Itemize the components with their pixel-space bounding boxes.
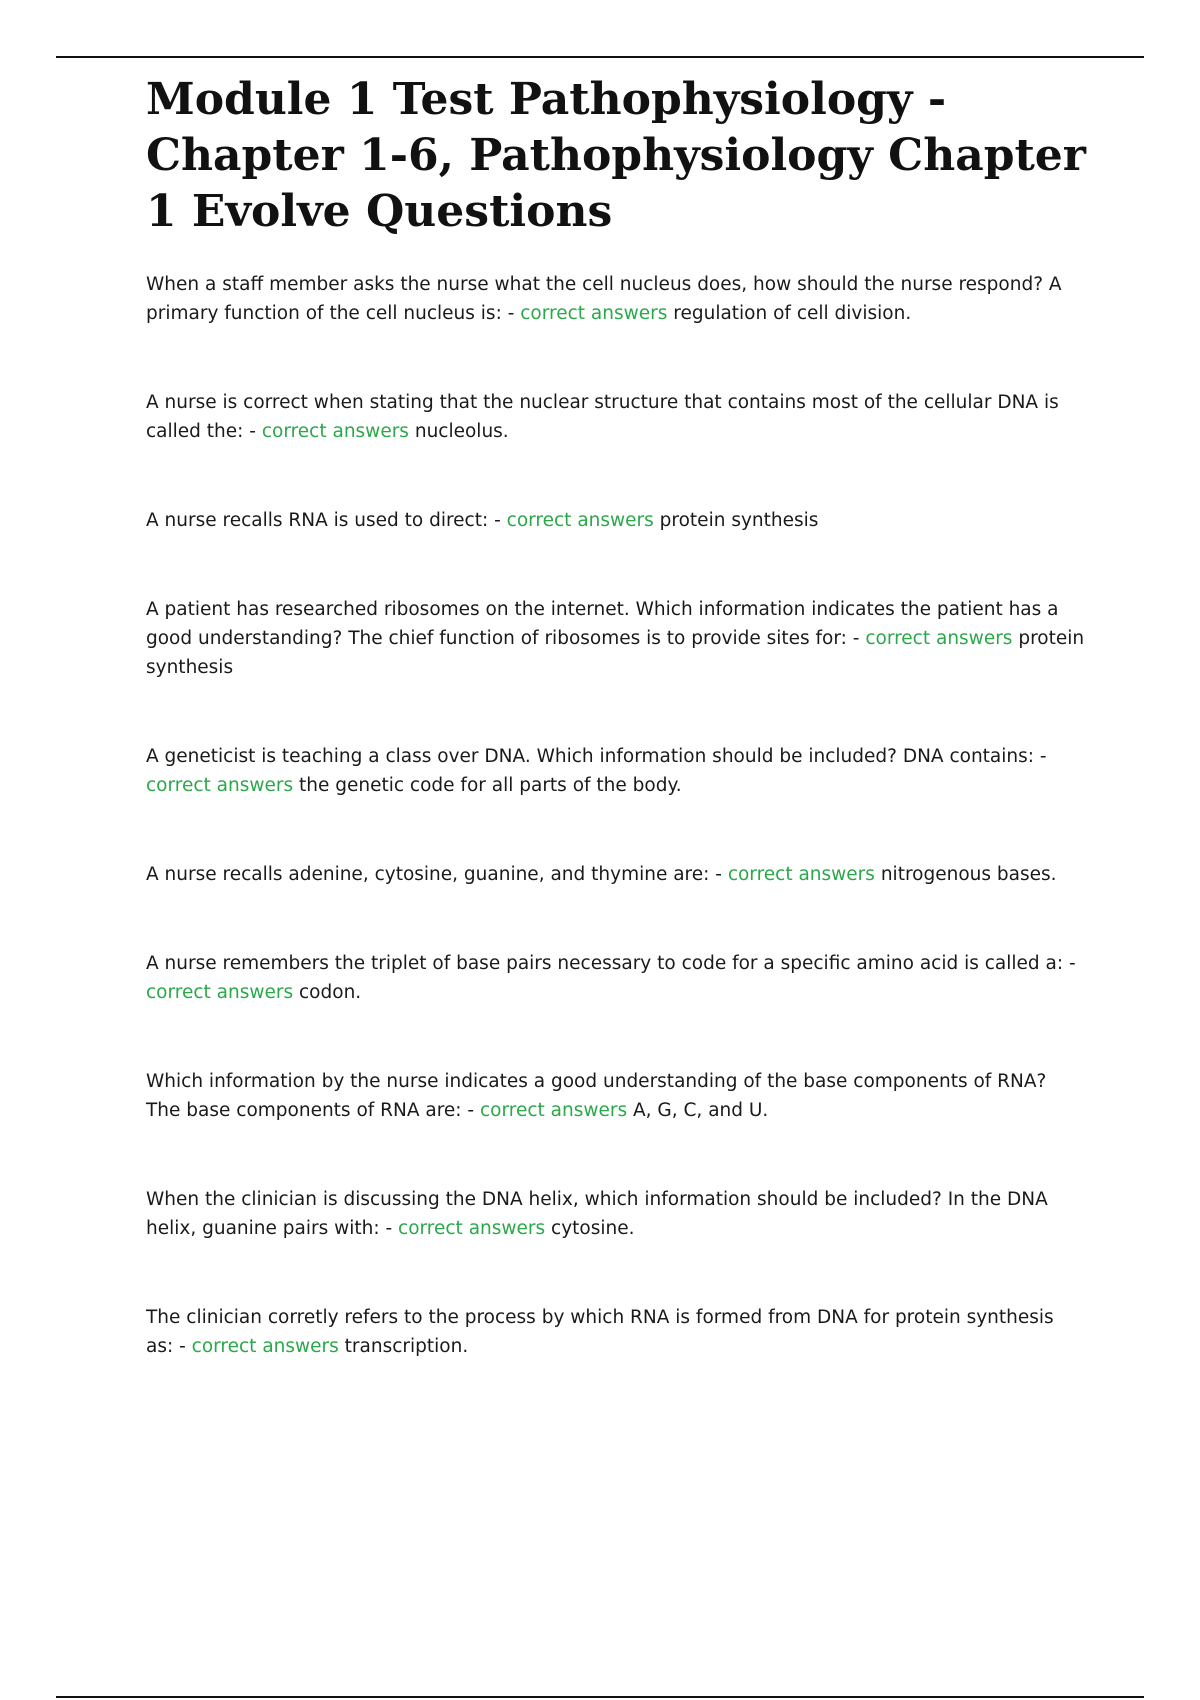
answer-separator: - <box>1063 953 1076 974</box>
qa-item <box>146 270 1086 328</box>
answer-separator: - <box>1034 746 1047 767</box>
qa-item <box>146 595 1086 682</box>
answer-text: the genetic code for all parts of the body. <box>299 775 682 796</box>
question-text: A nurse is correct when stating that the nuclear structure that contains most of the cellular DNA is called the: <box>146 392 1059 442</box>
correct-answers-label: correct answers <box>146 982 294 1003</box>
qa-item <box>146 1185 1086 1243</box>
question-text: The clinician corretly refers to the process by which RNA is formed from DNA for protein synthesis as: <box>146 1307 1054 1357</box>
document-body <box>146 72 1086 1421</box>
question-text: Which information by the nurse indicates a good understanding of the base components of RNA? The base components of RNA are: <box>146 1071 1047 1121</box>
document-title: Module 1 Test Pathophysiology - Chapter 1-6, Pathophysiology Chapter 1 Evolve Questions <box>146 74 1086 237</box>
bottom-rule <box>56 1696 1144 1698</box>
question-text: When the clinician is discussing the DNA helix, which information should be included? In the DNA helix, guanine pairs with: <box>146 1189 1048 1239</box>
answer-text: nucleolus. <box>414 421 509 442</box>
question-text: When a staff member asks the nurse what the cell nucleus does, how should the nurse respond? A primary function of the cell nucleus is: <box>146 274 1062 324</box>
top-rule <box>56 56 1144 58</box>
correct-answers-label: correct answers <box>261 421 409 442</box>
question-text: A nurse remembers the triplet of base pairs necessary to code for a specific amino acid is called a: <box>146 953 1064 974</box>
qa-item <box>146 949 1086 1007</box>
correct-answers-label: correct answers <box>865 628 1013 649</box>
qa-item <box>146 1067 1086 1125</box>
qa-item <box>146 860 1086 889</box>
question-text: A nurse recalls RNA is used to direct: <box>146 510 489 531</box>
answer-separator: - <box>488 510 507 531</box>
answer-text: protein synthesis <box>146 628 1085 678</box>
answer-text: nitrogenous bases. <box>880 864 1057 885</box>
answer-separator: - <box>243 421 262 442</box>
correct-answers-label: correct answers <box>727 864 875 885</box>
answer-text: regulation of cell division. <box>673 303 912 324</box>
qa-item <box>146 388 1086 446</box>
qa-item <box>146 742 1086 800</box>
correct-answers-label: correct answers <box>479 1100 628 1121</box>
correct-answers-label: correct answers <box>146 775 294 796</box>
answer-separator: - <box>846 628 866 649</box>
question-text: A geneticist is teaching a class over DNA. Which information should be included? DNA contains: <box>146 746 1034 767</box>
answer-text: protein synthesis <box>659 510 819 531</box>
qa-item <box>146 506 1086 535</box>
answer-text: codon. <box>299 982 362 1003</box>
correct-answers-label: correct answers <box>506 510 654 531</box>
answer-separator: - <box>501 303 521 324</box>
correct-answers-label: correct answers <box>520 303 668 324</box>
question-text: A patient has researched ribosomes on the internet. Which information indicates the patient has a good understanding? The chief function of ribosomes is to provide sites for: <box>146 599 1059 649</box>
answer-separator: - <box>379 1218 399 1239</box>
question-text: A nurse recalls adenine, cytosine, guanine, and thymine are: <box>146 864 710 885</box>
correct-answers-label: correct answers <box>191 1336 339 1357</box>
answer-text: A, G, C, and U. <box>633 1100 769 1121</box>
answer-separator: - <box>173 1336 192 1357</box>
qa-list <box>146 270 1086 1361</box>
answer-text: transcription. <box>344 1336 469 1357</box>
answer-text: cytosine. <box>551 1218 635 1239</box>
correct-answers-label: correct answers <box>398 1218 546 1239</box>
answer-separator: - <box>709 864 728 885</box>
answer-separator: - <box>461 1100 480 1121</box>
qa-item <box>146 1303 1086 1361</box>
